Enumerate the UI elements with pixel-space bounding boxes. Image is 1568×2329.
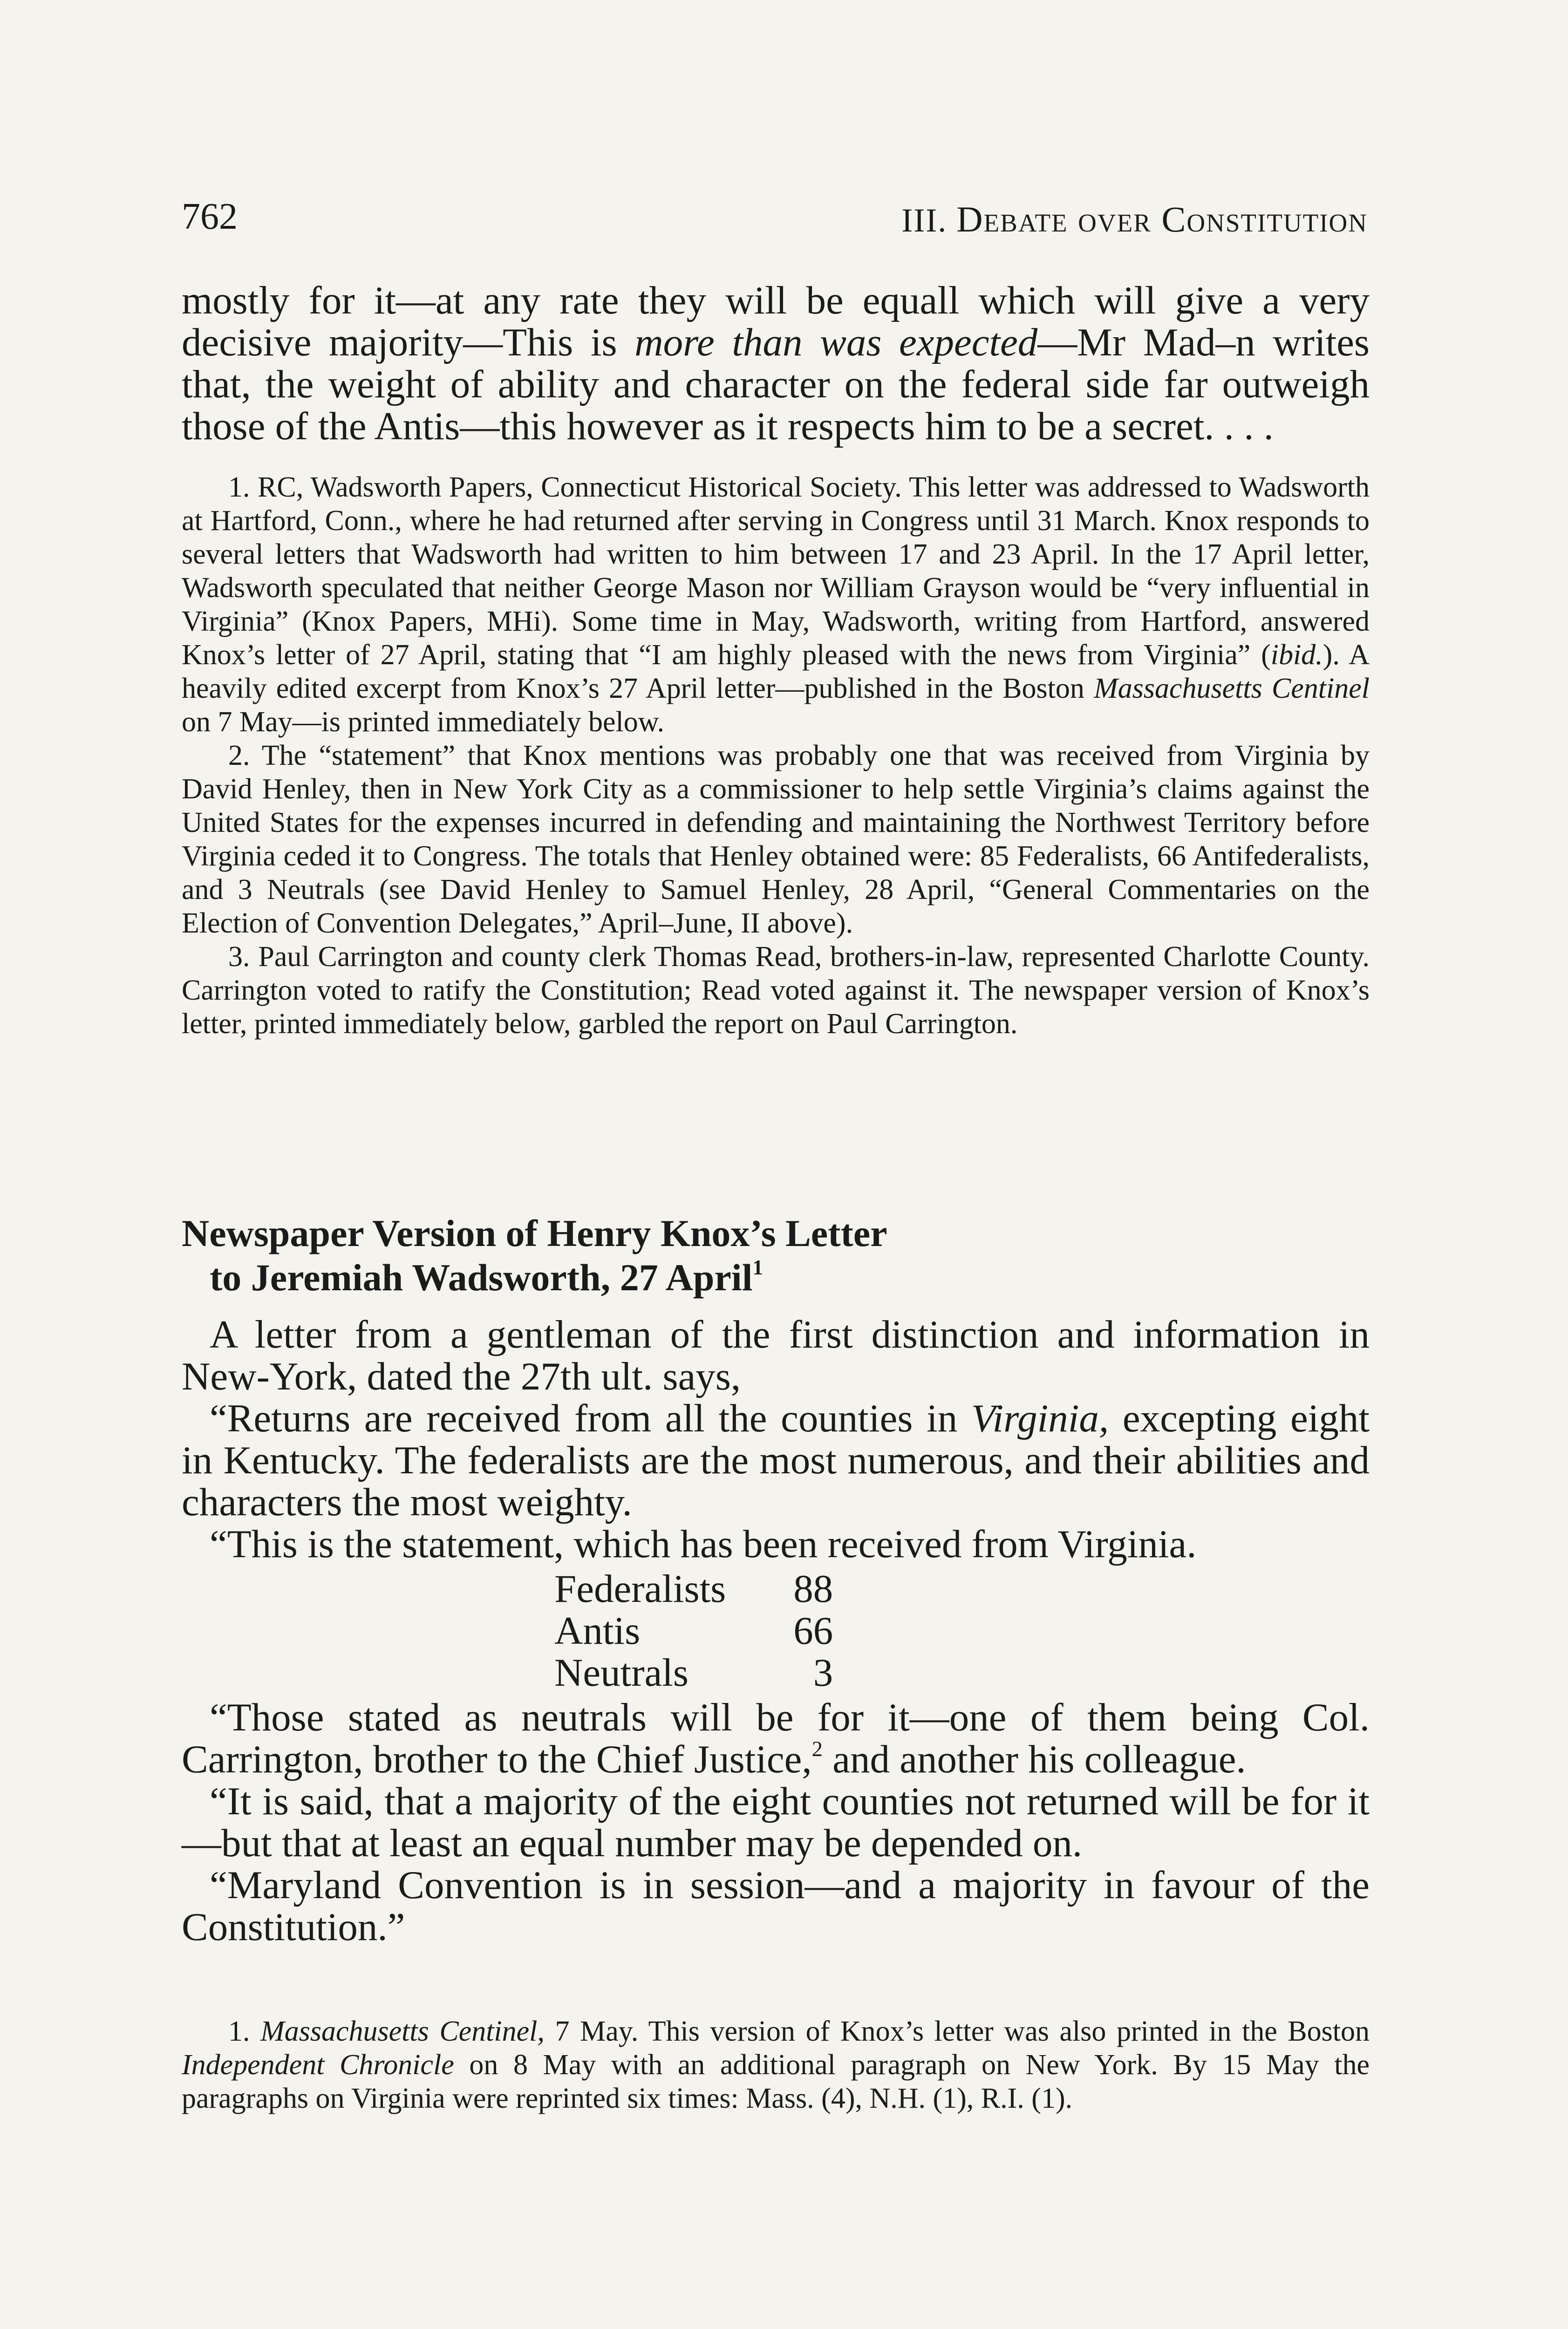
note-3: 3. Paul Carrington and county clerk Thomas Read, brothers-in-law, represented Charlotte County. Carrington voted to ratify the Constitution; Read voted against it. The newspaper version of Knox’s letter, printed immediately below, garbled the report on Paul Carrington. — [182, 941, 1370, 1040]
section-title-line-2 — [182, 1255, 1370, 1300]
body-paragraph-3: “This is the statement, which has been received from Virginia. — [210, 1522, 1197, 1566]
table-label: Federalists — [554, 1567, 726, 1611]
note-1-text-2: ). A heavily edited excerpt from Knox’s 27 April letter—published in the Boston — [182, 639, 1370, 704]
footnote-prefix: 1. — [228, 2016, 261, 2047]
running-head-title: Debate over Constitution — [956, 199, 1368, 239]
table-value: 88 — [793, 1567, 833, 1611]
editorial-notes — [182, 470, 1370, 1041]
note-1-text-3: on 7 May—is printed immediately below. — [182, 706, 665, 738]
body-p4-text-2: and another his colleague. — [823, 1737, 1246, 1781]
table-row — [554, 1568, 833, 1610]
table-row — [554, 1652, 833, 1694]
section-heading — [182, 1211, 1370, 1300]
section-title-line-1: Newspaper Version of Henry Knox’s Letter — [182, 1212, 887, 1254]
lead-text-1: mostly for it—at any rate they will be equall which will give a very decisive majority—This is — [182, 279, 1370, 364]
body-p4-text-1: “Those stated as neutrals will be for it—one of them being Col. Carrington, brother to the Chief Justice, — [182, 1696, 1370, 1781]
letter-body — [182, 1314, 1370, 1948]
running-head-roman: III. — [901, 202, 948, 239]
footnote-italic-2: Independent Chronicle — [182, 2049, 454, 2081]
table-value: 3 — [813, 1651, 833, 1695]
table-label: Antis — [554, 1609, 641, 1653]
body-p2-text-2: excepting eight in Kentucky. The federalists are the most numerous, and their abilities and characters the most weighty. — [182, 1396, 1370, 1524]
body-paragraph-2 — [182, 1397, 1370, 1523]
table-label: Neutrals — [554, 1651, 689, 1695]
footnote-text-1: 7 May. This version of Knox’s letter was also printed in the Boston — [544, 2016, 1370, 2047]
body-p4-footnote-ref: 2 — [811, 1737, 823, 1761]
body-p2-text-1: “Returns are received from all the counties in — [210, 1396, 972, 1440]
footnote-italic-1: Massachusetts Centinel, — [260, 2016, 545, 2047]
table-value: 66 — [793, 1609, 833, 1653]
vote-table — [554, 1568, 833, 1694]
body-paragraph-4 — [182, 1696, 1370, 1780]
body-paragraph-1: A letter from a gentleman of the first distinction and information in New-York, dated the 27th ult. says, — [182, 1313, 1370, 1398]
body-paragraph-5: “It is said, that a majority of the eight counties not returned will be for it—but that at least an equal number may be depended on. — [182, 1779, 1370, 1865]
footnote-1 — [182, 2015, 1370, 2115]
running-head — [901, 198, 1368, 240]
page-header — [182, 196, 1368, 247]
note-2: 2. The “statement” that Knox mentions was probably one that was received from Virginia by David Henley, then in New York City as a commissioner to help settle Virginia’s claims against the United States for the expenses incurred in defending and maintaining the Northwest Territory before Virginia ceded it to Congress. The totals that Henley obtained were: 85 Federalists, 66 Antifederalists, and 3 Neutrals (see David Henley to Samuel Henley, 28 April, “General Commentaries on the Election of Convention Delegates,” April–June, II above). — [182, 740, 1370, 939]
body-p2-italic: Virginia, — [971, 1396, 1109, 1440]
section-title-footnote-ref: 1 — [752, 1256, 764, 1280]
note-1-italic-1: ibid. — [1270, 639, 1323, 671]
footnote-text-2: on 8 May with an additional paragraph on New York. By 15 May the paragraphs on Virginia were reprinted six times: Mass. (4), N.H. (1), R.I. (1). — [182, 2049, 1370, 2114]
note-1-italic-2: Massachusetts Centinel — [1094, 673, 1370, 704]
note-1-text-1: 1. RC, Wadsworth Papers, Connecticut Historical Society. This letter was addressed to Wadsworth at Hartford, Conn., where he had returned after serving in Congress until 31 March. Knox responds to several letters that Wadsworth had written to him between 17 and 23 April. In the 17 April letter, Wadsworth speculated that neither George Mason nor William Grayson would be “very influential in Virginia” (Knox Papers, MHi). Some time in May, Wadsworth, writing from Hartford, answered Knox’s letter of 27 April, stating that “I am highly pleased with the news from Virginia” ( — [182, 471, 1370, 671]
body-paragraph-6: “Maryland Convention is in session—and a majority in favour of the Constitution.” — [182, 1863, 1370, 1949]
lead-text-2: —Mr Mad–n writes that, the weight of ability and character on the federal side far outweigh those of the Antis—this however as it respects him to be a secret. . . . — [182, 320, 1370, 448]
note-1 — [182, 470, 1370, 739]
page-number: 762 — [182, 196, 238, 237]
lead-paragraph — [182, 279, 1370, 447]
section-title-line-2-text: to Jeremiah Wadsworth, 27 April — [210, 1256, 753, 1299]
table-row — [554, 1610, 833, 1652]
footnote — [182, 2015, 1370, 2115]
lead-italic: more than was expected — [634, 320, 1038, 364]
